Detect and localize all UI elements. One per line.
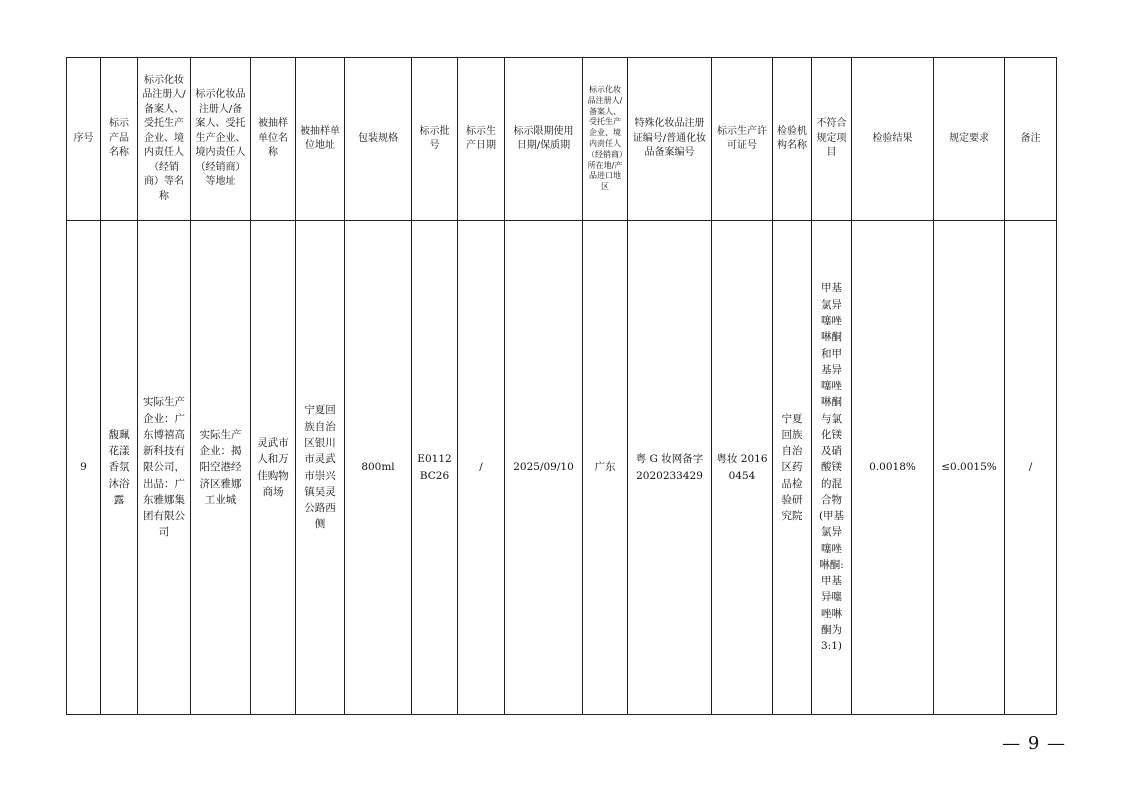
header-sampled-unit: 被抽样单位名称 <box>251 58 296 221</box>
cell-sampled-unit: 灵武市人和万佳购物商场 <box>251 221 296 715</box>
cell-inspection-org: 宁夏回族自治区药品检验研究院 <box>773 221 812 715</box>
cell-result: 0.0018% <box>852 221 934 715</box>
cell-noncompliant-item: 甲基氯异噻唑啉酮和甲基异噻唑啉酮与氯化镁及硝酸镁的混合物(甲基氯异噻唑啉酮:甲基异噻唑啉酮为3:1) <box>812 221 852 715</box>
header-batch: 标示批号 <box>412 58 458 221</box>
header-requirement: 规定要求 <box>934 58 1005 221</box>
cell-registrant-name: 实际生产企业：广东博禧高新科技有限公司，出品：广东雅娜集团有限公司 <box>138 221 191 715</box>
inspection-results-table <box>66 57 1057 715</box>
header-origin: 标示化妆品注册人/备案人、受托生产企业、境内责任人（经销商）所在地/产品进口地区 <box>583 58 628 221</box>
header-result: 检验结果 <box>852 58 934 221</box>
cell-seq: 9 <box>67 221 101 715</box>
header-inspection-org: 检验机构名称 <box>773 58 812 221</box>
cell-origin: 广东 <box>583 221 628 715</box>
cell-license-no: 粤妆 20160454 <box>712 221 773 715</box>
header-registration-no: 特殊化妆品注册证编号/普通化妆品备案编号 <box>628 58 712 221</box>
header-seq: 序号 <box>67 58 101 221</box>
header-sampled-address: 被抽样单位地址 <box>296 58 345 221</box>
header-license-no: 标示生产许可证号 <box>712 58 773 221</box>
cell-package-spec: 800ml <box>345 221 412 715</box>
table-row <box>67 221 1057 715</box>
cell-production-date: / <box>458 221 505 715</box>
header-expiry: 标示限期使用日期/保质期 <box>505 58 583 221</box>
cell-product-name: 馥珮花漾香氛沐浴露 <box>101 221 138 715</box>
header-product-name: 标示产品名称 <box>101 58 138 221</box>
header-registrant-name: 标示化妆品注册人/备案人、受托生产企业、境内责任人（经销商）等名称 <box>138 58 191 221</box>
inspection-results-sheet <box>66 57 1056 715</box>
header-remark: 备注 <box>1005 58 1057 221</box>
page-number: — 9 — <box>1002 733 1066 754</box>
cell-batch: E0112BC26 <box>412 221 458 715</box>
header-production-date: 标示生产日期 <box>458 58 505 221</box>
table-header-row <box>67 58 1057 221</box>
cell-sampled-address: 宁夏回族自治区银川市灵武市崇兴镇吴灵公路西侧 <box>296 221 345 715</box>
header-registrant-address: 标示化妆品注册人/备案人、受托生产企业、境内责任人（经销商）等地址 <box>191 58 251 221</box>
cell-remark: / <box>1005 221 1057 715</box>
cell-registrant-address: 实际生产企业：揭阳空港经济区雅娜工业城 <box>191 221 251 715</box>
cell-expiry: 2025/09/10 <box>505 221 583 715</box>
header-package-spec: 包装规格 <box>345 58 412 221</box>
header-noncompliant-item: 不符合规定项目 <box>812 58 852 221</box>
cell-requirement: ≤0.0015% <box>934 221 1005 715</box>
cell-registration-no: 粤 G 妆网备字 2020233429 <box>628 221 712 715</box>
